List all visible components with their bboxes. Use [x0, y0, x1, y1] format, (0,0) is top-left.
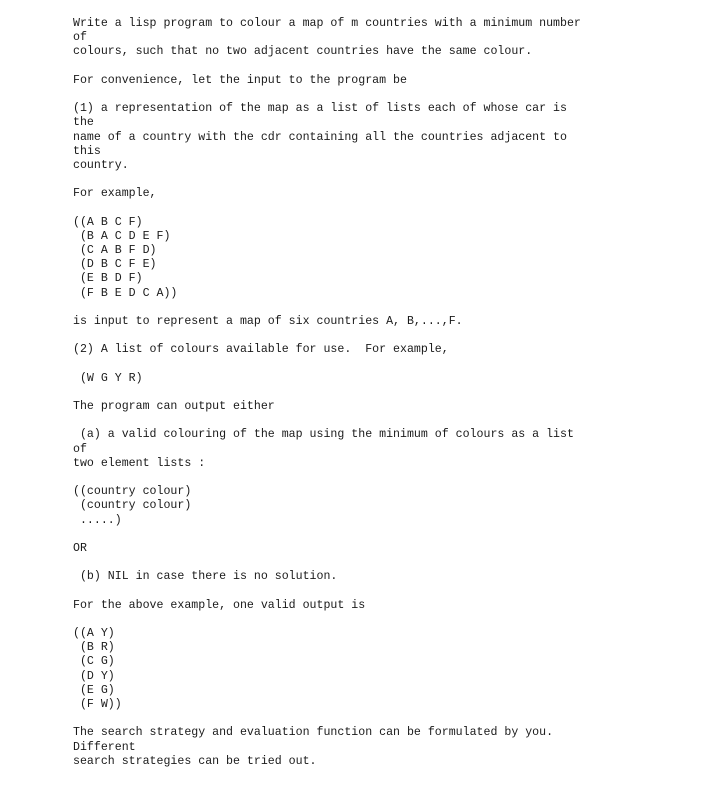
blank-line	[73, 301, 673, 315]
blank-line	[73, 386, 673, 400]
text-line: (E B D F)	[73, 272, 143, 286]
text-line: OR	[73, 541, 87, 555]
blank-line	[73, 585, 673, 599]
text-line: (F W))	[73, 698, 122, 711]
text-line: the	[73, 116, 94, 130]
text-line: (B R)	[73, 641, 115, 655]
blank-line	[73, 358, 673, 372]
text-line: (W G Y R)	[73, 371, 143, 385]
text-line: Different	[73, 740, 136, 754]
text-line: .....)	[73, 513, 122, 527]
text-line: The program can output either	[73, 400, 275, 414]
text-line: this	[73, 144, 101, 158]
text-line: (B A C D E F)	[73, 229, 171, 243]
text-line: (country colour)	[73, 499, 192, 513]
blank-line	[73, 329, 673, 343]
blank-line	[73, 414, 673, 428]
blank-line	[73, 60, 673, 74]
blank-line	[73, 88, 673, 102]
text-line: Write a lisp program to colour a map of m countries with a minimum number	[73, 17, 581, 30]
blank-line	[73, 201, 673, 215]
blank-line	[73, 471, 673, 485]
text-line: of	[73, 31, 87, 45]
text-line: (b) NIL in case there is no solution.	[73, 570, 338, 584]
text-line: search strategies can be tried out.	[73, 754, 317, 768]
text-line: For the above example, one valid output is	[73, 598, 366, 612]
text-line: ((A Y)	[73, 627, 115, 641]
document-body	[73, 17, 673, 769]
text-line: For example,	[73, 187, 157, 201]
text-line: (E G)	[73, 683, 115, 697]
text-line: (2) A list of colours available for use. For example,	[73, 343, 449, 357]
text-line: is input to represent a map of six countries A, B,...,F.	[73, 314, 463, 328]
text-line: For convenience, let the input to the program be	[73, 73, 407, 87]
text-line: (D Y)	[73, 669, 115, 683]
text-line: (a) a valid colouring of the map using the minimum of colours as a list	[73, 428, 574, 442]
blank-line	[73, 712, 673, 726]
text-line: The search strategy and evaluation function can be formulated by you.	[73, 726, 554, 740]
blank-line	[73, 528, 673, 542]
text-line: (C G)	[73, 655, 115, 669]
text-line: country.	[73, 158, 129, 172]
text-line: name of a country with the cdr containing all the countries adjacent to	[73, 130, 567, 144]
text-line: (F B E D C A))	[73, 286, 178, 300]
text-line: ((A B C F)	[73, 215, 143, 229]
text-line: (D B C F E)	[73, 258, 157, 272]
text-line: (C A B F D)	[73, 244, 157, 257]
text-line: colours, such that no two adjacent countries have the same colour.	[73, 45, 533, 59]
blank-line	[73, 556, 673, 570]
blank-line	[73, 173, 673, 187]
text-line: (1) a representation of the map as a list of lists each of whose car is	[73, 102, 567, 116]
blank-line	[73, 613, 673, 627]
text-line: of	[73, 442, 87, 456]
text-line: ((country colour)	[73, 485, 192, 499]
text-line: two element lists :	[73, 456, 206, 470]
